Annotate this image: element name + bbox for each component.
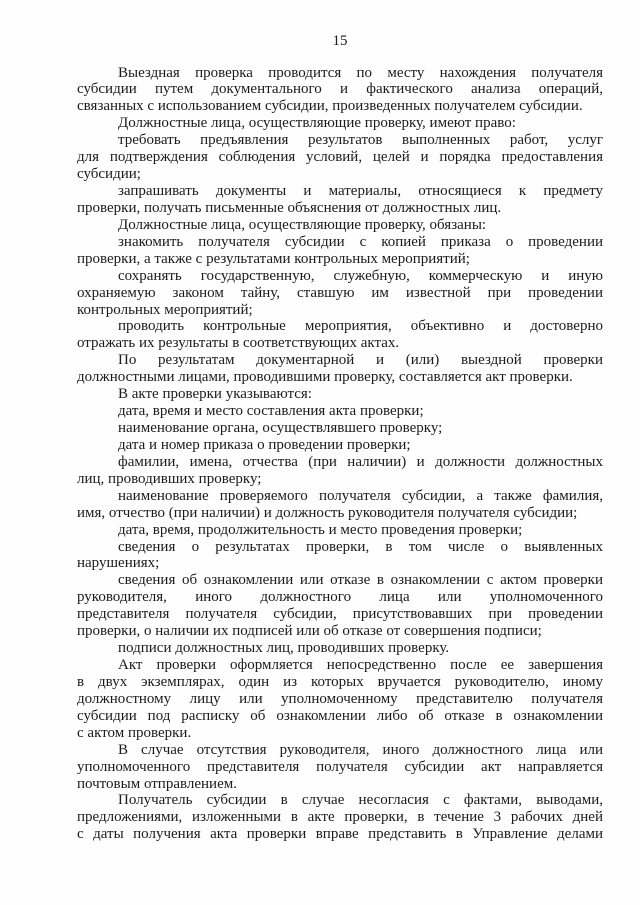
text-line: субсидии; xyxy=(77,166,141,183)
text-line: нарушениях; xyxy=(77,555,160,572)
text-line: Выездная проверка проводится по месту нахождения получателя xyxy=(118,64,603,81)
text-line: проверки, а также с результатами контрольных мероприятий; xyxy=(77,250,470,267)
text-line: отражать их результаты в соответствующих актах. xyxy=(77,335,400,352)
text-line: с даты получения акта проверки вправе представить в Управление делами xyxy=(77,826,603,843)
text-line: проверки, получать письменные объяснения от должностных лиц. xyxy=(77,199,502,216)
text-line: Должностные лица, осуществляющие проверку, обязаны: xyxy=(118,216,487,233)
text-line: сведения об ознакомлении или отказе в ознакомлении с актом проверки xyxy=(118,572,603,589)
page-number: 15 xyxy=(332,33,348,49)
text-line: проверки, о наличии их подписей или об отказе от совершения подписи; xyxy=(77,623,542,640)
text-line: субсидии под расписку об ознакомлении либо об отказе в ознакомлении xyxy=(77,707,603,724)
text-line: проводить контрольные мероприятия, объективно и достоверно xyxy=(118,318,603,335)
text-line: в двух экземплярах, один из которых вручается руководителю, иному xyxy=(77,673,603,690)
text-line: для подтверждения соблюдения условий, целей и порядка предоставления xyxy=(77,149,603,166)
text-line: подписи должностных лиц, проводивших проверку. xyxy=(118,640,450,657)
text-line: предложениями, изложенными в акте проверки, в течение 3 рабочих дней xyxy=(77,809,603,826)
text-line: знакомить получателя субсидии с копией приказа о проведении xyxy=(118,233,603,250)
text-line: По результатам документарной и (или) выездной проверки xyxy=(118,352,603,369)
text-line: фамилии, имена, отчества (при наличии) и должности должностных xyxy=(118,453,603,470)
text-line: имя, отчество (при наличии) и должность руководителя получателя субсидии; xyxy=(77,504,578,521)
text-line: сведения о результатах проверки, в том числе о выявленных xyxy=(118,538,603,555)
text-line: дата, время и место составления акта проверки; xyxy=(118,403,424,420)
text-line: почтовым отправлением. xyxy=(77,775,237,792)
text-line: лиц, проводивших проверку; xyxy=(77,470,262,487)
text-line: В акте проверки указываются: xyxy=(118,386,312,403)
text-line: наименование органа, осуществлявшего проверку; xyxy=(118,420,443,437)
text-line: Получатель субсидии в случае несогласия с фактами, выводами, xyxy=(118,792,603,809)
text-line: должностному лицу или уполномоченному представителю получателя xyxy=(77,690,603,707)
text-line: контрольных мероприятий; xyxy=(77,301,253,318)
text-line: наименование проверяемого получателя субсидии, а также фамилия, xyxy=(118,487,603,504)
text-line: Акт проверки оформляется непосредственно после ее завершения xyxy=(118,657,603,674)
text-line: требовать предъявления результатов выполненных работ, услуг xyxy=(118,132,603,149)
text-line: запрашивать документы и материалы, относящиеся к предмету xyxy=(118,183,603,199)
text-line: должностными лицами, проводившими проверку, составляется акт проверки. xyxy=(77,369,573,386)
text-line: дата и номер приказа о проведении проверки; xyxy=(118,436,411,453)
text-line: охраняемую законом тайну, ставшую им известной при проведении xyxy=(77,284,603,301)
text-line: сохранять государственную, служебную, коммерческую и иную xyxy=(118,267,603,284)
text-line: уполномоченного представителя получателя субсидии акт направляется xyxy=(77,758,603,775)
text-line: руководителя, иного должностного лица или уполномоченного xyxy=(77,589,603,606)
text-line: Должностные лица, осуществляющие проверку, имеют право: xyxy=(118,115,516,132)
text-line: с актом проверки. xyxy=(77,724,192,741)
text-line: субсидии путем документального и фактического анализа операций, xyxy=(77,81,603,98)
text-line: дата, время, продолжительность и место проведения проверки; xyxy=(118,521,523,538)
text-line: связанных с использованием субсидии, произведенных получателем субсидии. xyxy=(77,98,583,115)
text-line: представителя получателя субсидии, присутствовавших при проведении xyxy=(77,606,603,623)
text-line: В случае отсутствия руководителя, иного должностного лица или xyxy=(118,741,603,758)
